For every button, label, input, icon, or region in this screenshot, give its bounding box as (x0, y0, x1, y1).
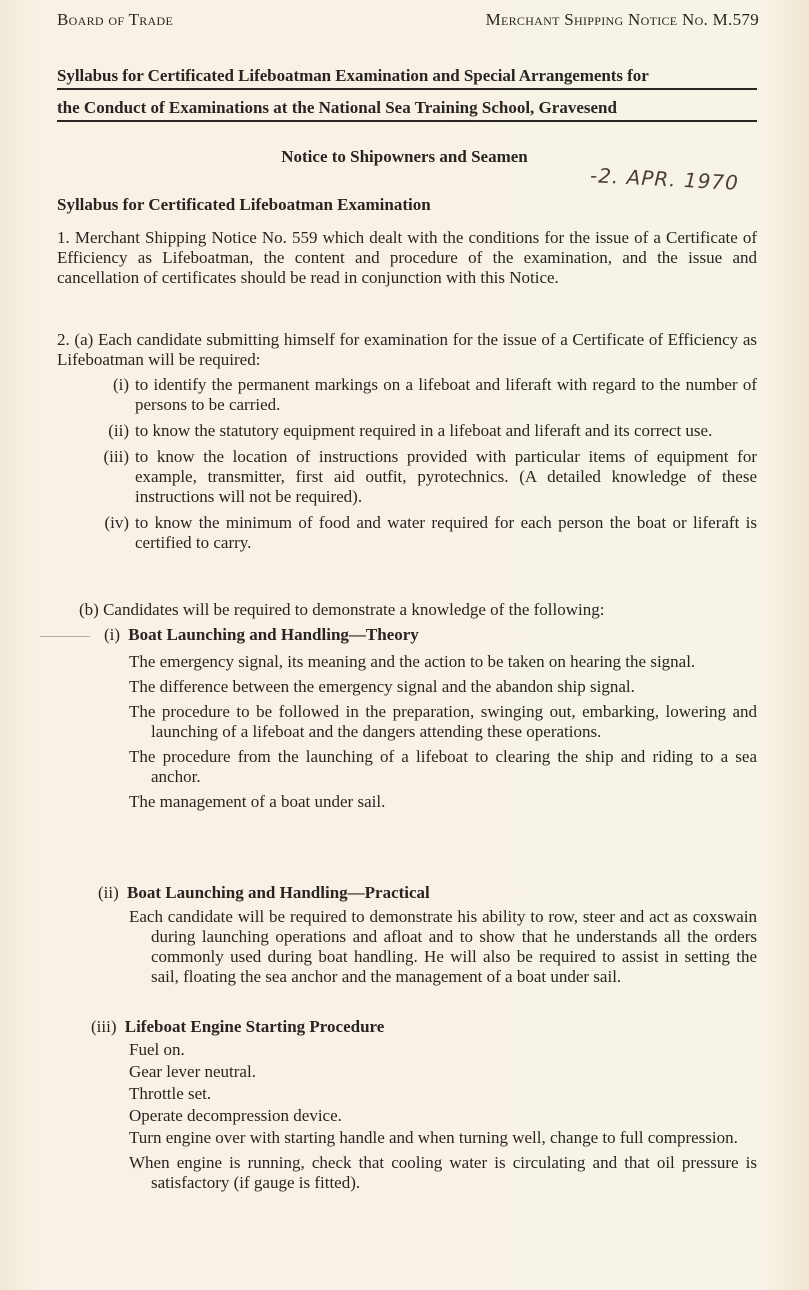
subsection-ii-number: (ii) (98, 883, 119, 902)
list-item-text: to know the minimum of food and water required for each person the boat or liferaft is certified to carry. (135, 513, 757, 552)
subsection-i-line: The procedure from the launching of a lifeboat to clearing the ship and riding to a sea anchor. (129, 747, 757, 786)
list-item-text: to know the location of instructions provided with particular items of equipment for example, transmitter, first aid outfit, pyrotechnics. (A detailed knowledge of these instructions will not be required). (135, 447, 757, 506)
paragraph-1-text: 1. Merchant Shipping Notice No. 559 which dealt with the conditions for the issue of a Certificate of Efficiency as Lifeboatman, the content and procedure of the examination, and the issue and cancellation of certificates should be read in conjunction with this Notice. (57, 228, 757, 287)
subsection-ii-text: Each candidate will be required to demonstrate his ability to row, steer and act as coxswain during launching operations and afloat and to show that he understands all the orders commonly used during boat handling. He will also be required to assist in setting the sail, floating the sea anchor and the management of a boat under sail. (129, 907, 757, 986)
paragraph-1 (57, 228, 757, 288)
subsection-iii-line: When engine is running, check that cooling water is circulating and that oil pressure is satisfactory (if gauge is fitted). (129, 1153, 757, 1192)
handwritten-date-stamp: -2. APR. 1970 (589, 163, 740, 195)
list-item (97, 447, 757, 507)
list-item (97, 375, 757, 415)
paragraph-2a-text: 2. (a) Each candidate submitting himself for examination for the issue of a Certificate of Efficiency as Lifeboatman will be required: (57, 330, 757, 369)
header-department: Board of Trade (57, 10, 174, 29)
margin-mark (40, 636, 90, 637)
list-item (97, 421, 757, 441)
list-item (97, 513, 757, 553)
subsection-iii-number: (iii) (91, 1017, 117, 1036)
list-item-text: to know the statutory equipment required in a lifeboat and liferaft and its correct use. (135, 421, 713, 440)
subsection-ii-body (129, 907, 757, 992)
title-line-2: the Conduct of Examinations at the National Sea Training School, Gravesend (57, 98, 617, 117)
subsection-iii-title: Lifeboat Engine Starting Procedure (124, 1017, 385, 1036)
document-title (57, 64, 757, 87)
subsection-ii-heading (98, 883, 430, 903)
subsection-i-line: The difference between the emergency signal and the abandon ship signal. (129, 677, 635, 696)
subsection-iii-line: Fuel on. (129, 1040, 185, 1059)
subsection-i-lines (129, 652, 757, 817)
subsection-i-heading (104, 625, 419, 645)
subsection-ii-title: Boat Launching and Handling—Practical (127, 883, 430, 902)
section-heading: Syllabus for Certificated Lifeboatman Examination (57, 195, 431, 214)
subsection-iii-line: Turn engine over with starting handle and when turning well, change to full compression. (129, 1128, 738, 1147)
subsection-i-title: Boat Launching and Handling—Theory (128, 625, 419, 644)
document-title-cont (57, 96, 757, 119)
subsection-i-number: (i) (104, 625, 121, 644)
subsection-iii-heading (91, 1017, 384, 1037)
title-rule-1 (57, 88, 757, 90)
subsection-i-line: The procedure to be followed in the preparation, swinging out, embarking, lowering and launching of a lifeboat and the dangers attending these operations. (129, 702, 757, 741)
list-item-text: to identify the permanent markings on a lifeboat and liferaft with regard to the number of persons to be carried. (135, 375, 757, 414)
requirements-list (97, 375, 757, 553)
subsection-i-line: The emergency signal, its meaning and the action to be taken on hearing the signal. (129, 652, 696, 671)
paragraph-2b (79, 600, 759, 620)
list-item-number: (ii) (108, 421, 129, 440)
subsection-iii-lines (129, 1040, 757, 1198)
list-item-number: (i) (112, 375, 129, 394)
subsection-iii-line: Operate decompression device. (129, 1106, 342, 1125)
subsection-iii-line: Gear lever neutral. (129, 1062, 256, 1081)
notice-heading: Notice to Shipowners and Seamen (281, 147, 528, 166)
subsection-iii-line: Throttle set. (129, 1084, 212, 1103)
paragraph-2a (57, 330, 757, 370)
paragraph-2b-text: (b) Candidates will be required to demonstrate a knowledge of the following: (79, 600, 605, 619)
subsection-i-line: The management of a boat under sail. (129, 792, 386, 811)
list-item-number: (iii) (103, 447, 129, 466)
title-rule-2 (57, 120, 757, 122)
header-notice-number: Merchant Shipping Notice No. M.579 (485, 10, 759, 29)
title-line-1: Syllabus for Certificated Lifeboatman Examination and Special Arrangements for (57, 66, 649, 85)
list-item-number: (iv) (104, 513, 129, 532)
